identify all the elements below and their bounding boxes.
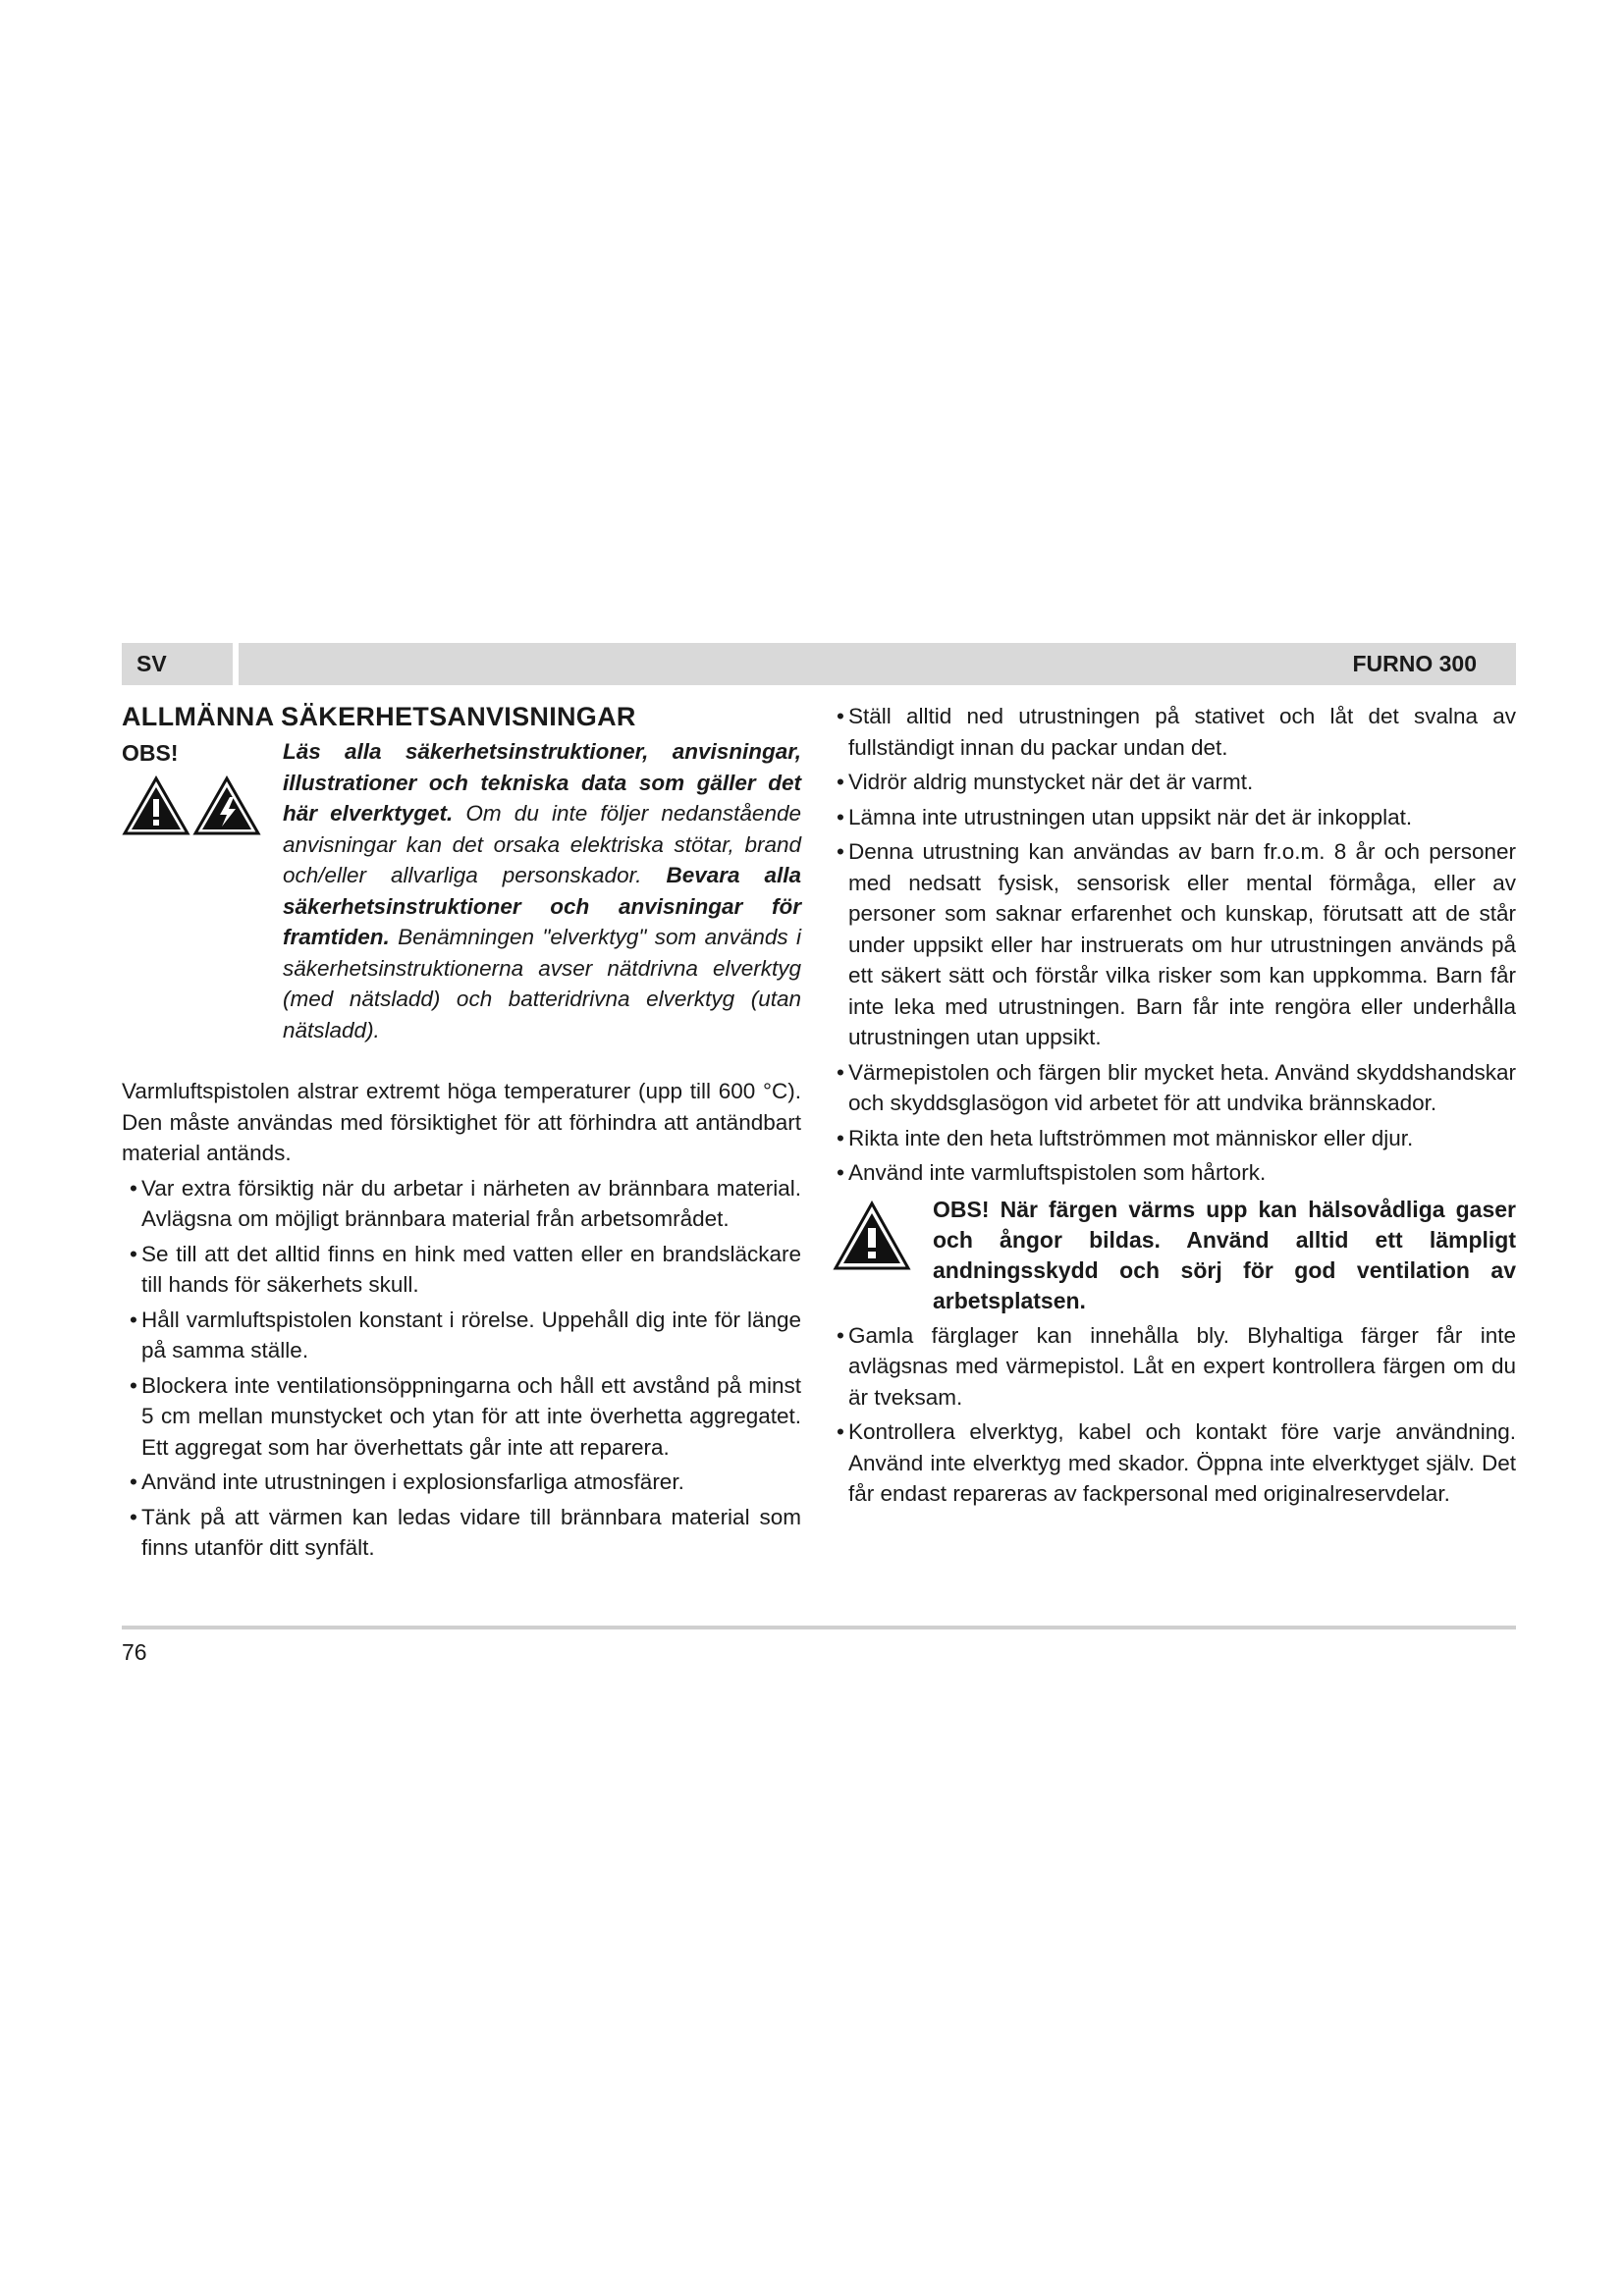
header-bar [122,643,1516,685]
bullet-dot-icon: • [130,1175,137,1201]
obs-text-bold-3: Bevara alla säkerhetsinstruktioner och anvisningar för framtiden. [283,863,801,949]
bullet-dot-icon: • [837,1419,844,1444]
bullet-dot-icon: • [130,1469,137,1494]
list-item: • Kontrollera elverktyg, kabel och kontakt före varje användning. Använd inte elverktyg med skador. Öppna inte elverktyget själv. Det får endast repareras av fackpersonal med originalreservdelar. [829,1416,1516,1510]
bullet-dot-icon: • [130,1504,137,1529]
bullet-dot-icon: • [837,839,844,864]
warning-block [829,1195,1516,1316]
obs-text-4: Benämningen "elverktyg" som används i säkerhetsinstruktionerna avser nätdrivna elverktyg (med nätsladd) och batteridrivna elverktyg (utan nätsladd). [283,925,801,1042]
bullet-dot-icon: • [837,804,844,829]
list-item: • Var extra försiktig när du arbetar i närheten av brännbara material. Avlägsna om möjligt brännbara material från arbetsområdet. [122,1173,801,1235]
list-item: • Ställ alltid ned utrustningen på stativet och låt det svalna av fullständigt innan du packar undan det. [829,701,1516,763]
section-title: ALLMÄNNA SÄKERHETSANVISNINGAR [122,702,636,731]
right-bullet-list-bottom [829,1320,1516,1510]
list-item: • Se till att det alltid finns en hink med vatten eller en brandsläckare till hands för säkerhets skull. [122,1239,801,1301]
intro-paragraph: Varmluftspistolen alstrar extremt höga temperaturer (upp till 600 °C). Den måste användas med försiktighet för att förhindra att antändbart material antänds. [122,1079,801,1165]
warning-exclamation-icon [833,1201,911,1271]
list-item: • Tänk på att värmen kan ledas vidare till brännbara material som finns utanför ditt synfält. [122,1502,801,1564]
page-number: 76 [122,1639,147,1665]
bullet-dot-icon: • [837,1125,844,1150]
bullet-dot-icon: • [837,770,844,794]
obs-text-2: Om du inte följer nedanstående anvisningar kan det orsaka elektriska stötar, brand och/eller allvarliga personskador. [283,801,801,887]
footer-divider [122,1626,1516,1629]
bullet-dot-icon: • [837,1059,844,1085]
list-item: • Rikta inte den heta luftströmmen mot människor eller djur. [829,1123,1516,1154]
right-bullet-list-top [829,701,1516,1189]
right-column [829,697,1516,1510]
obs-icons [122,775,269,844]
list-item: • Gamla färglager kan innehålla bly. Blyhaltiga färger får inte avlägsnas med värmepistol. Låt en expert kontrollera färgen om du är tveksam. [829,1320,1516,1414]
warning-text: OBS! När färgen värms upp kan hälsovådliga gaser och ångor bildas. Använd alltid ett lämpligt andningsskydd och sörj för god ventilation av arbetsplatsen. [933,1196,1516,1313]
bullet-dot-icon: • [837,1322,844,1348]
bullet-dot-icon: • [130,1241,137,1266]
list-item: • Lämna inte utrustningen utan uppsikt när det är inkopplat. [829,802,1516,833]
list-item: • Blockera inte ventilationsöppningarna och håll ett avstånd på minst 5 cm mellan munstycket och ytan för att inte överhetta aggregatet. Ett aggregat som har överhettats går inte att reparera. [122,1370,801,1464]
warning-exclamation-icon [122,775,190,836]
electric-shock-icon [192,775,261,836]
list-item: • Denna utrustning kan användas av barn fr.o.m. 8 år och personer med nedsatt fysisk, sensorisk eller mental förmåga, eller av personer som saknar erfarenhet och kunskap, förutsatt att de står under uppsikt eller har instruerats om hur utrustningen används på ett säkert sätt och förstår vilka risker som kan uppkomma. Barn får inte leka med utrustningen. Barn får inte rengöra eller underhålla utrustningen utan uppsikt. [829,836,1516,1053]
obs-label: OBS! [122,740,179,766]
obs-text [283,736,801,1045]
list-item: • Använd inte varmluftspistolen som hårtork. [829,1157,1516,1189]
list-item: • Värmepistolen och färgen blir mycket heta. Använd skyddshandskar och skyddsglasögon vid arbetet för att undvika brännskador. [829,1057,1516,1119]
bullet-dot-icon: • [130,1372,137,1398]
obs-text-bold-1: Läs alla säkerhetsinstruktioner, anvisningar, illustrationer och tekniska data som gäller det här elverktyget. [283,739,801,826]
left-column [122,697,801,1564]
obs-block [122,736,801,1076]
list-item: • Vidrör aldrig munstycket när det är varmt. [829,767,1516,798]
model-name: FURNO 300 [239,643,1516,685]
list-item: • Håll varmluftspistolen konstant i rörelse. Uppehåll dig inte för länge på samma ställe. [122,1305,801,1366]
bullet-dot-icon: • [837,1160,844,1185]
bullet-dot-icon: • [837,704,844,728]
left-bullet-list [122,1173,801,1564]
language-code: SV [122,643,233,685]
list-item: • Använd inte utrustningen i explosionsfarliga atmosfärer. [122,1467,801,1498]
bullet-dot-icon: • [130,1307,137,1332]
